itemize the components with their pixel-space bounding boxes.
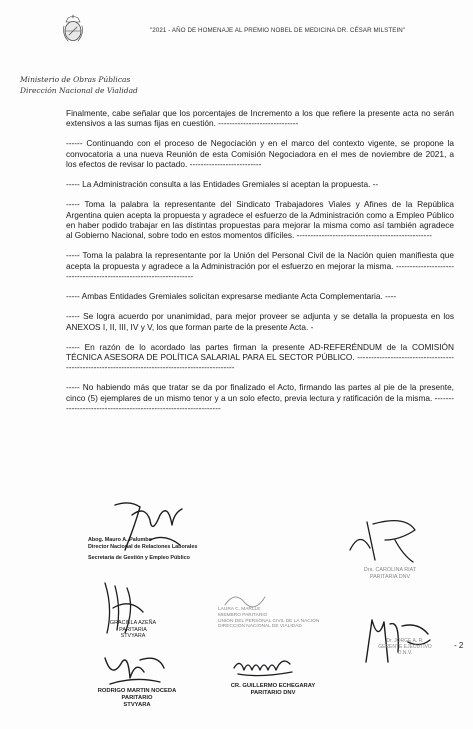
ministry-line: Ministerio de Obras Públicas xyxy=(20,75,131,84)
signature-block-palumbo xyxy=(88,537,197,562)
paragraph: ------ Continuando con el proceso de Negociación y en el marco del contexto vigente, se propone la convocatoria a una nueva Reunión de esta Comisión Negociadora en el mes de noviembre de 2021, a los efectos de revisar lo pactado. -------------------------- xyxy=(66,138,454,170)
paragraph: Finalmente, cabe señalar que los porcentajes de Incremento a los que refiere la presente acta no serán extensivos a las sumas fijas en cuestión. ----------------------------- xyxy=(66,108,454,129)
paragraph: ----- No habiendo más que tratar se da por finalizado el Acto, firmando las partes al pie de la presente, cinco (5) ejemplares de un mismo tenor y a un solo efecto, previa lectura y ratificación de la misma. --------------------------------------------------------------- xyxy=(66,382,454,414)
page-number: - 2 xyxy=(454,641,464,650)
signer-org: STVYARA xyxy=(120,633,146,640)
signature-riat xyxy=(345,510,425,570)
signer-org: D.N.V. xyxy=(397,650,413,657)
signature-block-graciela xyxy=(103,620,163,640)
signature-block-dnv-manager xyxy=(370,638,440,657)
signature-block-echegaray xyxy=(228,683,318,697)
signer-name: Dr. JORGE A. R. xyxy=(386,638,424,644)
signer-title: Director Nacional de Relaciones Laborales xyxy=(88,543,198,550)
paragraph: ----- Toma la palabra la representante por la Unión del Personal Civil de la Nación quien manifiesta que acepta la propuesta y agradece a la Administración por el esfuerzo en mejorar la misma. ------------------------------------------------------------------- xyxy=(66,250,454,282)
signer-office: Secretaría de Gestión y Empleo Público xyxy=(88,555,190,562)
signature-noceda xyxy=(100,650,170,690)
signer-role: PARITARIA xyxy=(119,626,147,633)
header-motto: "2021 - AÑO DE HOMENAJE AL PREMIO NOBEL DE MEDICINA DR. CÉSAR MILSTEIN" xyxy=(150,27,406,34)
signer-role: MIEMBRO PARITARIO xyxy=(218,612,268,618)
ministry-heading xyxy=(20,74,138,96)
signer-dept: DIRECCION NACIONAL DE VIALIDAD xyxy=(218,624,302,630)
signer-org: UNION DEL PERSONAL CIVIL DE LA NACION xyxy=(218,618,320,624)
paragraph: ----- En razón de lo acordado las partes firman la presente AD-REFERÉNDUM de la COMISIÓN TÉCNICA ASESORA DE POLÍTICA SALARIAL PARA EL SECTOR PÚBLICO. ------------------------------------------------------------------------------------------------ xyxy=(66,341,454,373)
directorate-line: Dirección Nacional de Vialidad xyxy=(20,86,138,95)
signer-name: RODRIGO MARTIN NOCEDA xyxy=(97,688,177,694)
national-emblem-icon xyxy=(62,14,84,44)
paragraph: ----- La Administración consulta a las Entidades Gremiales si aceptan la propuesta. -- xyxy=(66,179,379,190)
paragraph: ----- Se logra acuerdo por unanimidad, para mejor proveer se adjunta y se detalla la propuesta en los ANEXOS I, II, III, IV y V, los que forman parte de la presente Acta. - xyxy=(66,311,454,332)
signer-title: GERENTE EJECUTIVO xyxy=(378,644,432,651)
document-body xyxy=(66,108,454,423)
signer-name: LAURA C. MARLLE xyxy=(218,607,261,612)
signer-name: Abog. Mauro A. Palumbo xyxy=(88,537,152,543)
signature-block-laura xyxy=(218,607,319,630)
signature-echegaray xyxy=(230,650,300,680)
signer-name: Dra. CAROLINA RIAT xyxy=(363,567,417,573)
signature-block-noceda xyxy=(72,688,202,709)
paragraph: ----- Ambas Entidades Gremiales solicitan expresarse mediante Acta Complementaria. ---- xyxy=(66,291,397,302)
paragraph: ----- Toma la palabra la representante del Sindicato Trabajadores Viales y Afines de la República Argentina quien acepta la propuesta y agradece el esfuerzo de la Administración como a Empleo Público en haber podido trabajar en las distintas propuestas para mejorar la misma como así también agradece al Gobierno Nacional, sobre todo en estos momentos difíciles. ------------------------------------------------- xyxy=(66,199,454,241)
signer-role: PARITARIA DNV xyxy=(369,573,411,580)
signer-role: PARITARIO xyxy=(121,695,153,701)
signature-block-riat xyxy=(350,567,430,580)
signer-role: PARITARIO DNV xyxy=(250,690,296,696)
signer-name: GRACIELA AZEÑA xyxy=(109,620,157,626)
signer-org: STVYARA xyxy=(123,702,151,708)
signer-name: CR. GUILLERMO ECHEGARAY xyxy=(230,683,316,689)
